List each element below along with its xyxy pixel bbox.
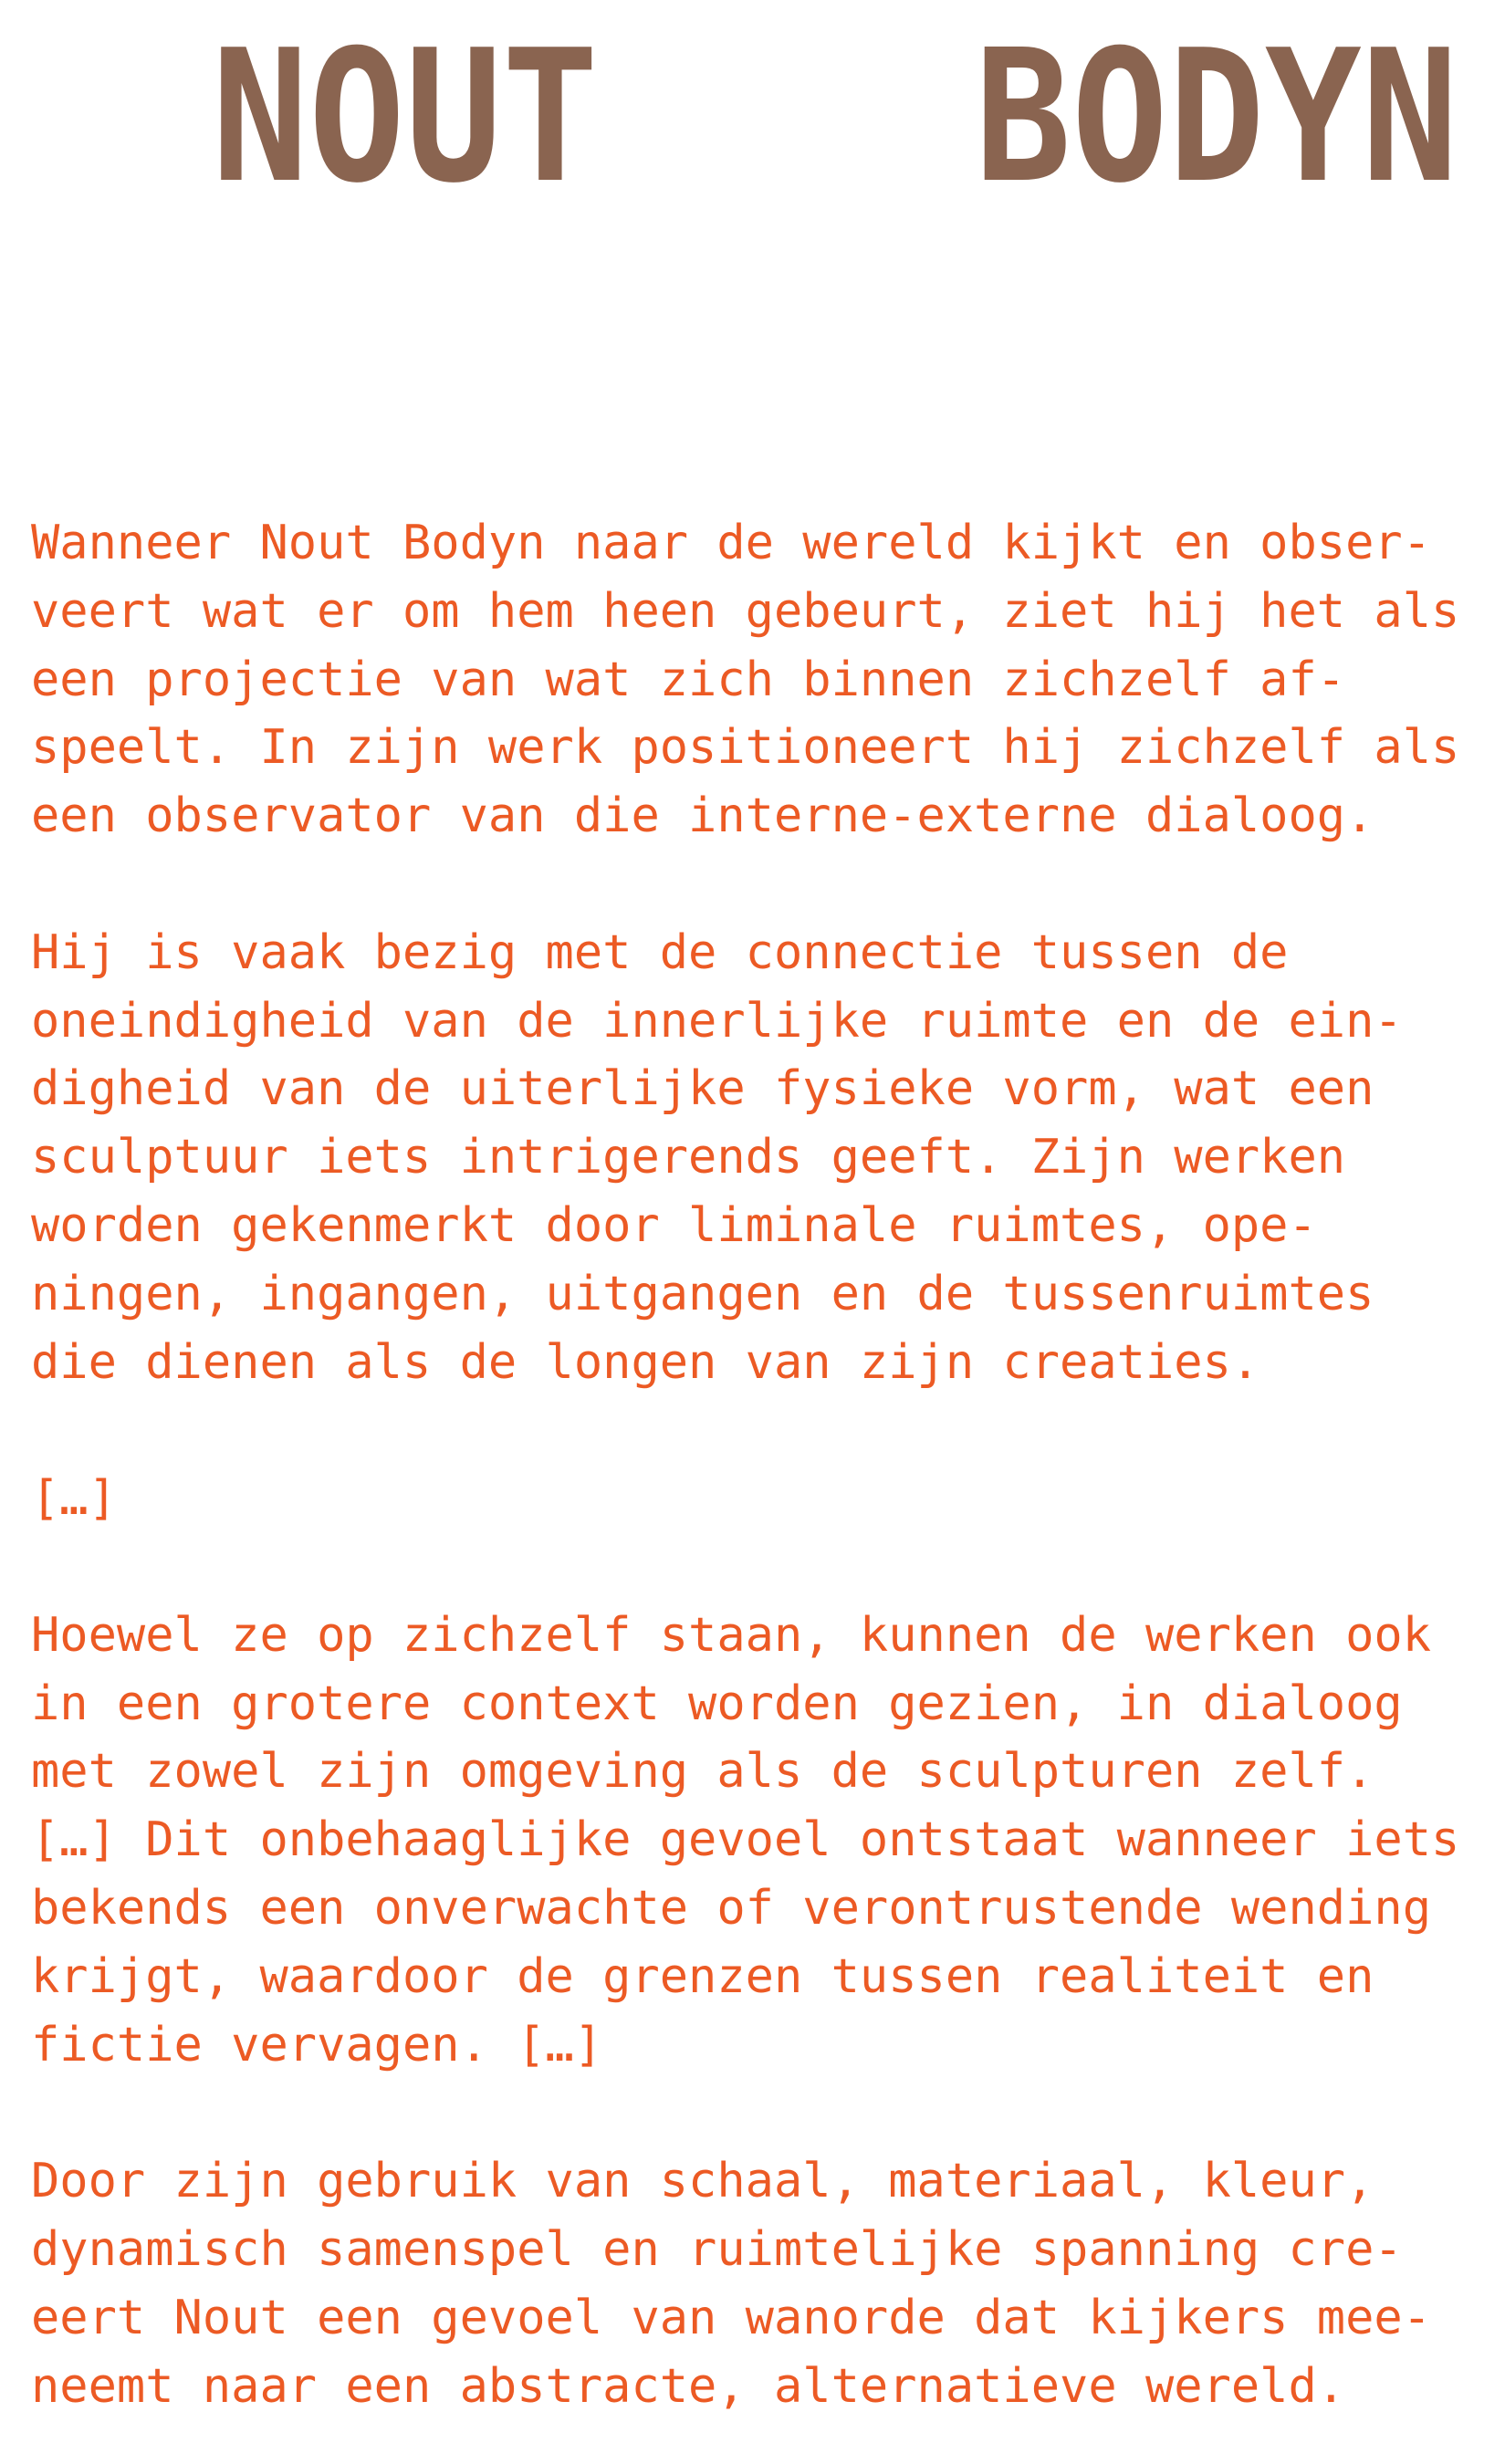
text-line: worden gekenmerkt door liminale ruimtes, ope- [31,1197,1317,1253]
text-line: neemt naar een abstracte, alternatieve wereld. [31,2358,1346,2414]
paragraph-ellipsis [31,1465,1491,1533]
text-line: met zowel zijn omgeving als de sculpturen zelf. [31,1744,1374,1800]
text-line: fictie vervagen. […] [31,2017,603,2072]
title-last-name: BODYN [975,11,1458,224]
text-line: die dienen als de longen van zijn creaties. [31,1334,1260,1390]
text-line: dynamisch samenspel en ruimtelijke spanning cre- [31,2221,1403,2277]
text-line: bekends een onverwachte of verontrustende wending [31,1880,1432,1936]
text-line: Hoewel ze op zichzelf staan, kunnen de werken ook [31,1607,1432,1663]
paragraph-connection [31,919,1491,1397]
paragraph-intro [31,509,1491,851]
text-line: digheid van de uiterlijke fysieke vorm, wat een [31,1061,1374,1117]
text-line: sculptuur iets intrigerends geeft. Zijn werken [31,1130,1346,1185]
text-line: Door zijn gebruik van schaal, materiaal, kleur, [31,2154,1374,2209]
text-line: Hij is vaak bezig met de connectie tussen de [31,924,1289,980]
ellipsis-marker: […] [31,1471,117,1527]
title-first-name: NOUT [212,11,599,224]
body-text [31,509,1491,2420]
text-line: […] Dit onbehaaglijke gevoel ontstaat wanneer iets [31,1812,1460,1868]
paragraph-conclusion [31,2147,1491,2420]
text-line: Wanneer Nout Bodyn naar de wereld kijkt en obser- [31,516,1432,570]
text-line: krijgt, waardoor de grenzen tussen realiteit en [31,1948,1374,2004]
text-line: oneindigheid van de innerlijke ruimte en de ein- [31,993,1403,1049]
text-line: speelt. In zijn werk positioneert hij zichzelf als [31,720,1460,776]
text-line: een projectie van wat zich binnen zichzelf af- [31,652,1346,707]
paragraph-context [31,1602,1491,2080]
text-line: in een grotere context worden gezien, in dialoog [31,1676,1403,1731]
text-line: ningen, ingangen, uitgangen en de tussenruimtes [31,1266,1374,1321]
text-line: eert Nout een gevoel van wanorde dat kijkers mee- [31,2290,1432,2345]
text-line: veert wat er om hem heen gebeurt, ziet hij het als [31,583,1460,639]
text-line: een observator van die interne-externe dialoog. [31,788,1374,844]
